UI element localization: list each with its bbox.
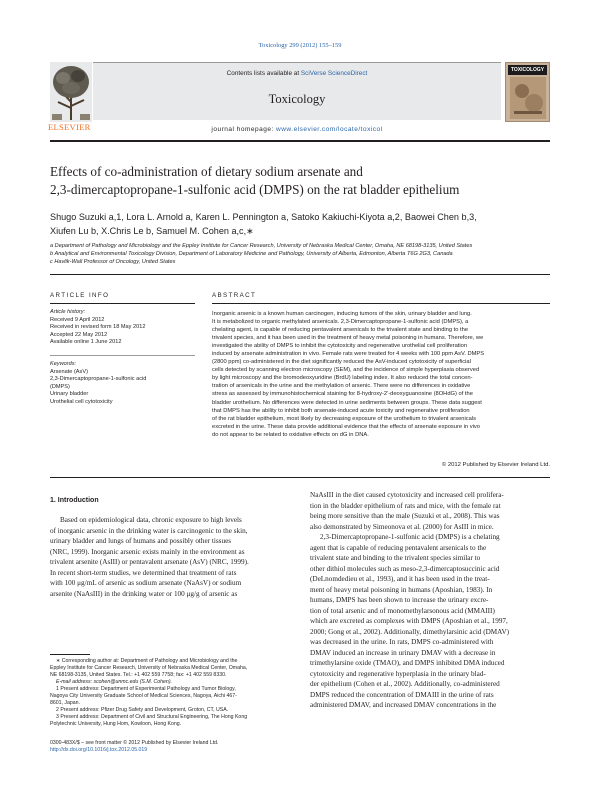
keywords-rule xyxy=(50,355,195,356)
header-divider xyxy=(50,140,550,142)
intro-line: DMAV induced an increase in urinary DMAV with a decrease in xyxy=(310,648,496,657)
abstract-line: stress as assessed by immunohistochemical staining for 8-hydroxy-2′-deoxyguanosine (8OHdG) of the xyxy=(212,391,473,398)
intro-line: ment of heavy metal poisoning in humans (Aposhian, 1983). In xyxy=(310,585,493,594)
intro-line: of inorganic arsenic in the drinking water is carcinogenic to the skin, xyxy=(50,526,248,535)
abstract-line: chelating agent, is capable of reducing pentavalent arsenicals to the trivalent state and binding to the xyxy=(212,327,469,334)
abstract-rule xyxy=(212,303,550,304)
abstract-line: that DMPS has the ability to inhibit both arsenate-induced acute toxicity and regenerative proliferation xyxy=(212,407,470,414)
intro-line: trivalent state and binding to the trivalent species similar to xyxy=(310,554,481,562)
contents-prefix: Contents lists available at xyxy=(226,70,301,77)
title-line-2: 2,3-dimercaptopropane-1-sulfonic acid (DMPS) on the rat bladder epithelium xyxy=(50,182,460,197)
intro-line: der epithelium (Cohen et al., 2002). Additionally, co-administered xyxy=(310,680,500,688)
footnote-line: 3 Present address: Department of Civil and Structural Engineering, The Hong Kong xyxy=(56,714,248,720)
keyword-item: (DMPS) xyxy=(50,383,70,390)
authors-line-2: Xiufen Lu b, X.Chris Le b, Samuel M. Cohen a,c,∗ xyxy=(50,226,254,236)
journal-citation[interactable]: Toxicology 299 (2012) 155–159 xyxy=(258,42,342,49)
intro-line: other dithiol molecules such as meso-2,3-dimercaptosuccinic acid xyxy=(310,564,500,573)
journal-homepage xyxy=(93,126,501,133)
footnote-line: ∗ Corresponding author at: Department of Pathology and Microbiology and the xyxy=(56,658,238,664)
footnote-line: 1 Present address: Department of Experimental Pathology and Tumor Biology, xyxy=(56,686,236,692)
footnotes xyxy=(50,658,295,728)
journal-name: Toxicology xyxy=(268,92,326,106)
footnote-line: NE 68198-3135, United States. Tel.: +1 402 559 7758; fax: +1 402 559 8330. xyxy=(50,672,227,678)
abstract-bottom-rule xyxy=(50,477,550,478)
intro-line: also demonstrated by Simeonova et al. (2000) for AsIII in mice. xyxy=(310,522,494,531)
publication-info xyxy=(50,740,310,754)
history-online: Available online 1 June 2012 xyxy=(50,339,122,346)
homepage-label: journal homepage: xyxy=(211,126,277,133)
abstract-line: excreted in the urine. These data provide additional evidence that the effects of arsenate exposure in vivo xyxy=(212,423,480,430)
introduction-heading: 1. Introduction xyxy=(50,497,99,504)
elsevier-tree-logo xyxy=(50,62,92,122)
intro-right-column xyxy=(310,490,550,711)
abstract-body xyxy=(212,310,550,439)
article-title xyxy=(50,163,550,199)
affiliation-c: c Havlik-Wall Professor of Oncology, United States xyxy=(50,259,176,266)
keyword-item: 2,3-Dimercaptopropane-1-sulfonic acid xyxy=(50,376,147,383)
history-revised: Received in revised form 18 May 2012 xyxy=(50,324,146,331)
intro-line: was decreased in the urine. In rats, DMPS co-administered with xyxy=(310,638,494,646)
affiliation-b: b Analytical and Environmental Toxicology Division, Department of Laboratory Medicine and Pathology, University of Alberta, Edmonton, Alberta T6G 2G3, Canada xyxy=(50,251,453,258)
homepage-link[interactable]: www.elsevier.com/locate/toxicol xyxy=(276,126,383,133)
intro-line: trimethylarsine oxide (TMAO), and DMPS inhibited DMA induced xyxy=(310,659,505,667)
abstract-line: by light microscopy and the bromodeoxyuridine (BrdU) labeling index. It also reduced the total concen- xyxy=(212,375,473,382)
keyword-item: Urothelial cell cytotoxicity xyxy=(50,398,113,405)
contents-availability xyxy=(93,70,501,77)
keywords-label: Keywords: xyxy=(50,361,77,367)
affiliation-a: a Department of Pathology and Microbiology and the Eppley Institute for Cancer Research, University of Nebraska Medical Center, Omaha, NE 68198-3135, United States xyxy=(50,243,473,249)
abstract-line: (2800 ppm) co-administered in the diet significantly reduced the AsV-induced cytotoxicity of superficial xyxy=(212,359,471,366)
intro-line: which are excreted as complexes with DMPS (Aposhian et al., 1997, xyxy=(310,617,508,625)
abstract-line: induced by arsenate administration in vivo. Female rats were treated for 4 weeks with 100 ppm AsV. DMPS xyxy=(212,351,485,358)
abstract-line: bladder urothelium. No differences were detected in urine sediments between groups. These data suggest xyxy=(212,399,482,406)
history-accepted: Accepted 22 May 2012 xyxy=(50,331,108,338)
intro-line: (NRC, 1999). Inorganic arsenic exists mainly in the environment as xyxy=(50,547,245,556)
intro-line: with 100 μg/mL of arsenic as sodium arsenate (NaAsV) or sodium xyxy=(50,579,242,587)
intro-line: cytotoxicity and regenerative hyperplasia in the urinary blad- xyxy=(310,669,486,678)
title-line-1: Effects of co-administration of dietary sodium arsenate and xyxy=(50,164,363,179)
article-info-heading: ARTICLE INFO xyxy=(50,292,110,299)
footnote-line: Polytechnic University, Hung Hom, Kowloon, Hong Kong. xyxy=(50,721,182,727)
affiliations xyxy=(50,242,550,267)
abstract-heading: ABSTRACT xyxy=(212,292,257,299)
abstract-line: cells detected by scanning electron microscopy (SEM), and the incidence of simple hyperplasia observed xyxy=(212,367,480,374)
doi-link[interactable]: http://dx.doi.org/10.1016/j.tox.2012.05.019 xyxy=(50,747,148,753)
abstract-line: do not appear to be related to oxidative effects on dG in DNA. xyxy=(212,431,369,438)
footnote-line: 2 Present address: Pfizer Drug Safety and Development, Groton, CT, USA. xyxy=(56,707,229,713)
issn-line: 0300-483X/$ – see front matter © 2012 Published by Elsevier Ireland Ltd. xyxy=(50,740,219,746)
sciencedirect-link[interactable]: SciVerse ScienceDirect xyxy=(300,70,368,77)
intro-line: 2000; Gong et al., 2002). Additionally, dimethylarsinic acid (DMAV) xyxy=(310,627,510,636)
intro-left-column xyxy=(50,515,292,599)
footnote-line: 8601, Japan. xyxy=(50,700,80,706)
abstract-copyright: © 2012 Published by Elsevier Ireland Ltd. xyxy=(441,462,550,468)
footnote-line: Eppley Institute for Cancer Research, University of Nebraska Medical Center, Omaha, xyxy=(50,665,248,671)
history-received: Received 9 April 2012 xyxy=(50,316,105,323)
abstract-line: It is metabolized to organic methylated arsenicals. 2,3-Dimercaptopropane-1-sulfonic acid (DMPS), a xyxy=(212,319,469,326)
footnote-email[interactable]: E-mail address: scohen@unmc.edu (S.M. Cohen). xyxy=(56,679,172,685)
abstract-line: trivalent species, and it has been used in the treatment of heavy metal poisoning in humans. Therefore, we xyxy=(212,335,484,342)
elsevier-wordmark: ELSEVIER xyxy=(48,122,91,132)
abstract-line: investigated the ability of DMPS to inhibit the cytotoxicity and regenerative urothelial cell proliferation xyxy=(212,343,468,350)
footnote-separator xyxy=(50,654,90,655)
keywords xyxy=(50,361,200,407)
intro-line: trivalent arsenite (AsIII) or pentavalent arsenate (AsV) (NRC, 1999). xyxy=(50,558,249,566)
intro-line: humans, DMPS has been shown to increase the urinary excre- xyxy=(310,596,489,604)
authors-line-1: Shugo Suzuki a,1, Lora L. Arnold a, Karen L. Pennington a, Satoko Kakiuchi-Kiyota a,2, Baowei Chen b,3, xyxy=(50,212,477,222)
intro-line: In recent short-term studies, we determined that treatment of rats xyxy=(50,568,237,577)
abstract-line: Inorganic arsenic is a known human carcinogen, inducing tumors of the skin, urinary bladder and lung. xyxy=(212,311,472,317)
keyword-item: Urinary bladder xyxy=(50,391,89,398)
intro-line: tion in the bladder epithelium of rats and mice, with the female rat xyxy=(310,501,501,510)
intro-line: being more sensitive than the male (Suzuki et al., 2008). This was xyxy=(310,512,500,520)
footnote-line: Nagoya City University Graduate School of Medical Sciences, Nagoya, Aichi 467- xyxy=(50,693,237,699)
keyword-item: Arsenate (AsV) xyxy=(50,368,88,375)
abstract-line: of the rat bladder epithelium, most likely by decreasing exposure of the urothelium to trivalent arsenicals xyxy=(212,415,476,422)
abstract-line: tration of arsenicals in the urine and the methylation of arsenic. There were no differences in oxidative xyxy=(212,383,471,390)
article-info-rule xyxy=(50,303,195,304)
intro-line: NaAsIII in the diet caused cytotoxicity and increased cell prolifera- xyxy=(310,491,504,499)
intro-line: 2,3-Dimercaptopropane-1-sulfonic acid (DMPS) is a chelating xyxy=(320,533,500,541)
intro-line: agent that is capable of reducing pentavalent arsenicals to the xyxy=(310,543,487,552)
intro-line: DMPS reduced the concentration of DMAIII in the urine of rats xyxy=(310,690,494,699)
intro-line: Based on epidemiological data, chronic exposure to high levels xyxy=(60,516,242,524)
cover-title: TOXICOLOGY xyxy=(508,65,547,75)
intro-line: urinary bladder and lungs of humans and possibly other tissues xyxy=(50,537,232,545)
affiliation-divider xyxy=(50,274,550,275)
journal-cover-image xyxy=(505,62,550,122)
author-list xyxy=(50,210,550,238)
intro-line: tion of total arsenic and of monomethylarsonous acid (MMAIII) xyxy=(310,606,495,615)
intro-line: administered DMAV, and increased DMAV concentrations in the xyxy=(310,701,497,709)
article-history xyxy=(50,309,200,347)
history-label: Article history: xyxy=(50,309,86,315)
intro-line: arsenite (NaAsIII) in the drinking water or 100 μg/g of arsenic as xyxy=(50,589,238,598)
intro-line: (DeLnomdedieu et al., 1993), and it has been used in the treat- xyxy=(310,575,490,583)
